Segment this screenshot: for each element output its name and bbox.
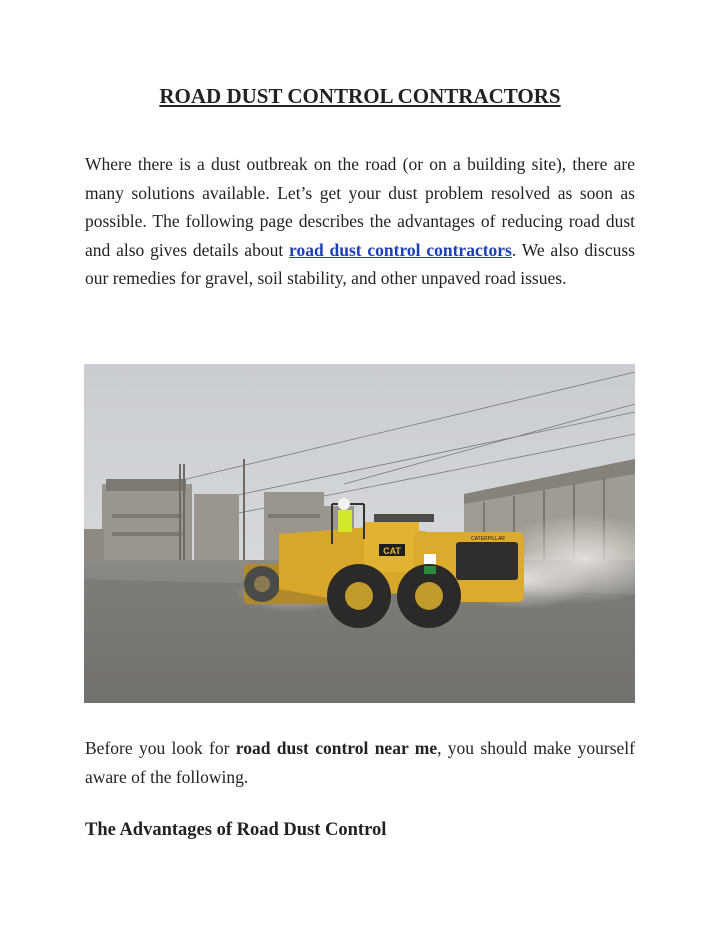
road-reclaimer-photo: [84, 364, 635, 703]
road-dust-control-near-me-text: road dust control near me: [235, 738, 438, 758]
before-you-look-paragraph: [85, 734, 635, 791]
intro-paragraph: [85, 150, 635, 293]
page-title: ROAD DUST CONTROL CONTRACTORS: [159, 84, 561, 108]
intro-text-end: . We also discuss our remedies for gravel, soil stability, and other unpaved road issues.: [85, 239, 635, 288]
advantages-heading: The Advantages of Road Dust Control: [85, 820, 387, 840]
road-dust-control-contractors-link[interactable]: road dust control contractors: [289, 239, 512, 260]
caterpillar-label: CATERPILLAR: [471, 536, 505, 542]
intro-text-start: Where there is a dust outbreak on the road (or on a building site), there are many solutions available. Let’s get your dust problem resolved as soon as possible. The following page describes the advantages of reducing road dust and also gives details about: [85, 154, 635, 260]
cat-badge: CAT: [383, 546, 401, 556]
before-text-start: Before you look for: [85, 738, 236, 758]
before-text-end: , you should make yourself aware of the following.: [85, 738, 635, 787]
